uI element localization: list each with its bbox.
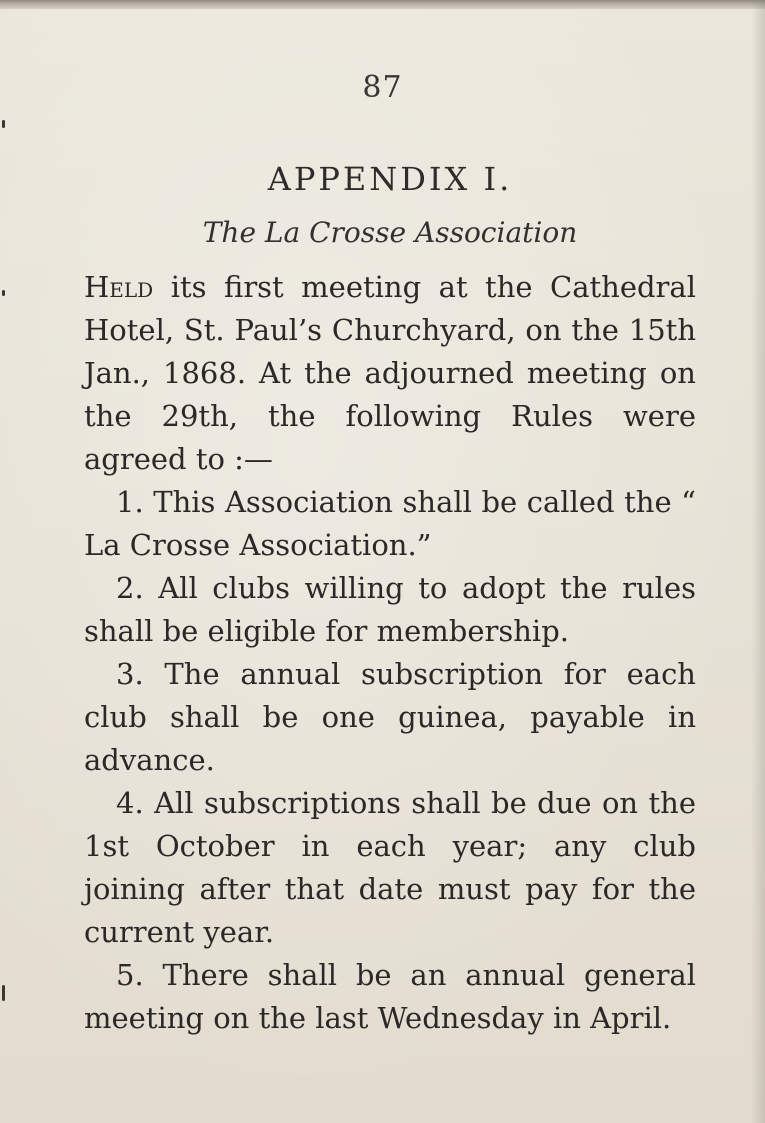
margin-mark [2, 985, 5, 1001]
intro-text: its first meeting at the Cathedral Hotel, St. Paul’s Churchyard, on the 15th Jan., 1868. At the adjourned meeting on the 29th, the following Rules were agreed to :— [84, 270, 696, 476]
rule-1: 1. This Association shall be called the “ La Crosse Association.” [84, 485, 696, 562]
page-top-edge [0, 0, 765, 9]
rule-2: 2. All clubs willing to adopt the rules shall be eligible for membership. [84, 571, 696, 648]
intro-paragraph [84, 266, 696, 481]
rule-3: 3. The annual subscription for each club shall be one guinea, payable in advance. [84, 657, 696, 777]
rule-5: 5. There shall be an annual general meeting on the last Wednesday in April. [84, 958, 696, 1035]
margin-mark [2, 290, 5, 296]
appendix-heading: APPENDIX I. [267, 160, 513, 198]
rule-4: 4. All subscriptions shall be due on the 1st October in each year; any club joining after that date must pay for the current year. [84, 786, 696, 949]
page-number: 87 [362, 70, 403, 105]
intro-lead-word: Held [84, 270, 154, 304]
section-subtitle: The La Crosse Association [202, 216, 578, 249]
margin-mark [2, 120, 5, 128]
body-text [84, 266, 696, 1040]
